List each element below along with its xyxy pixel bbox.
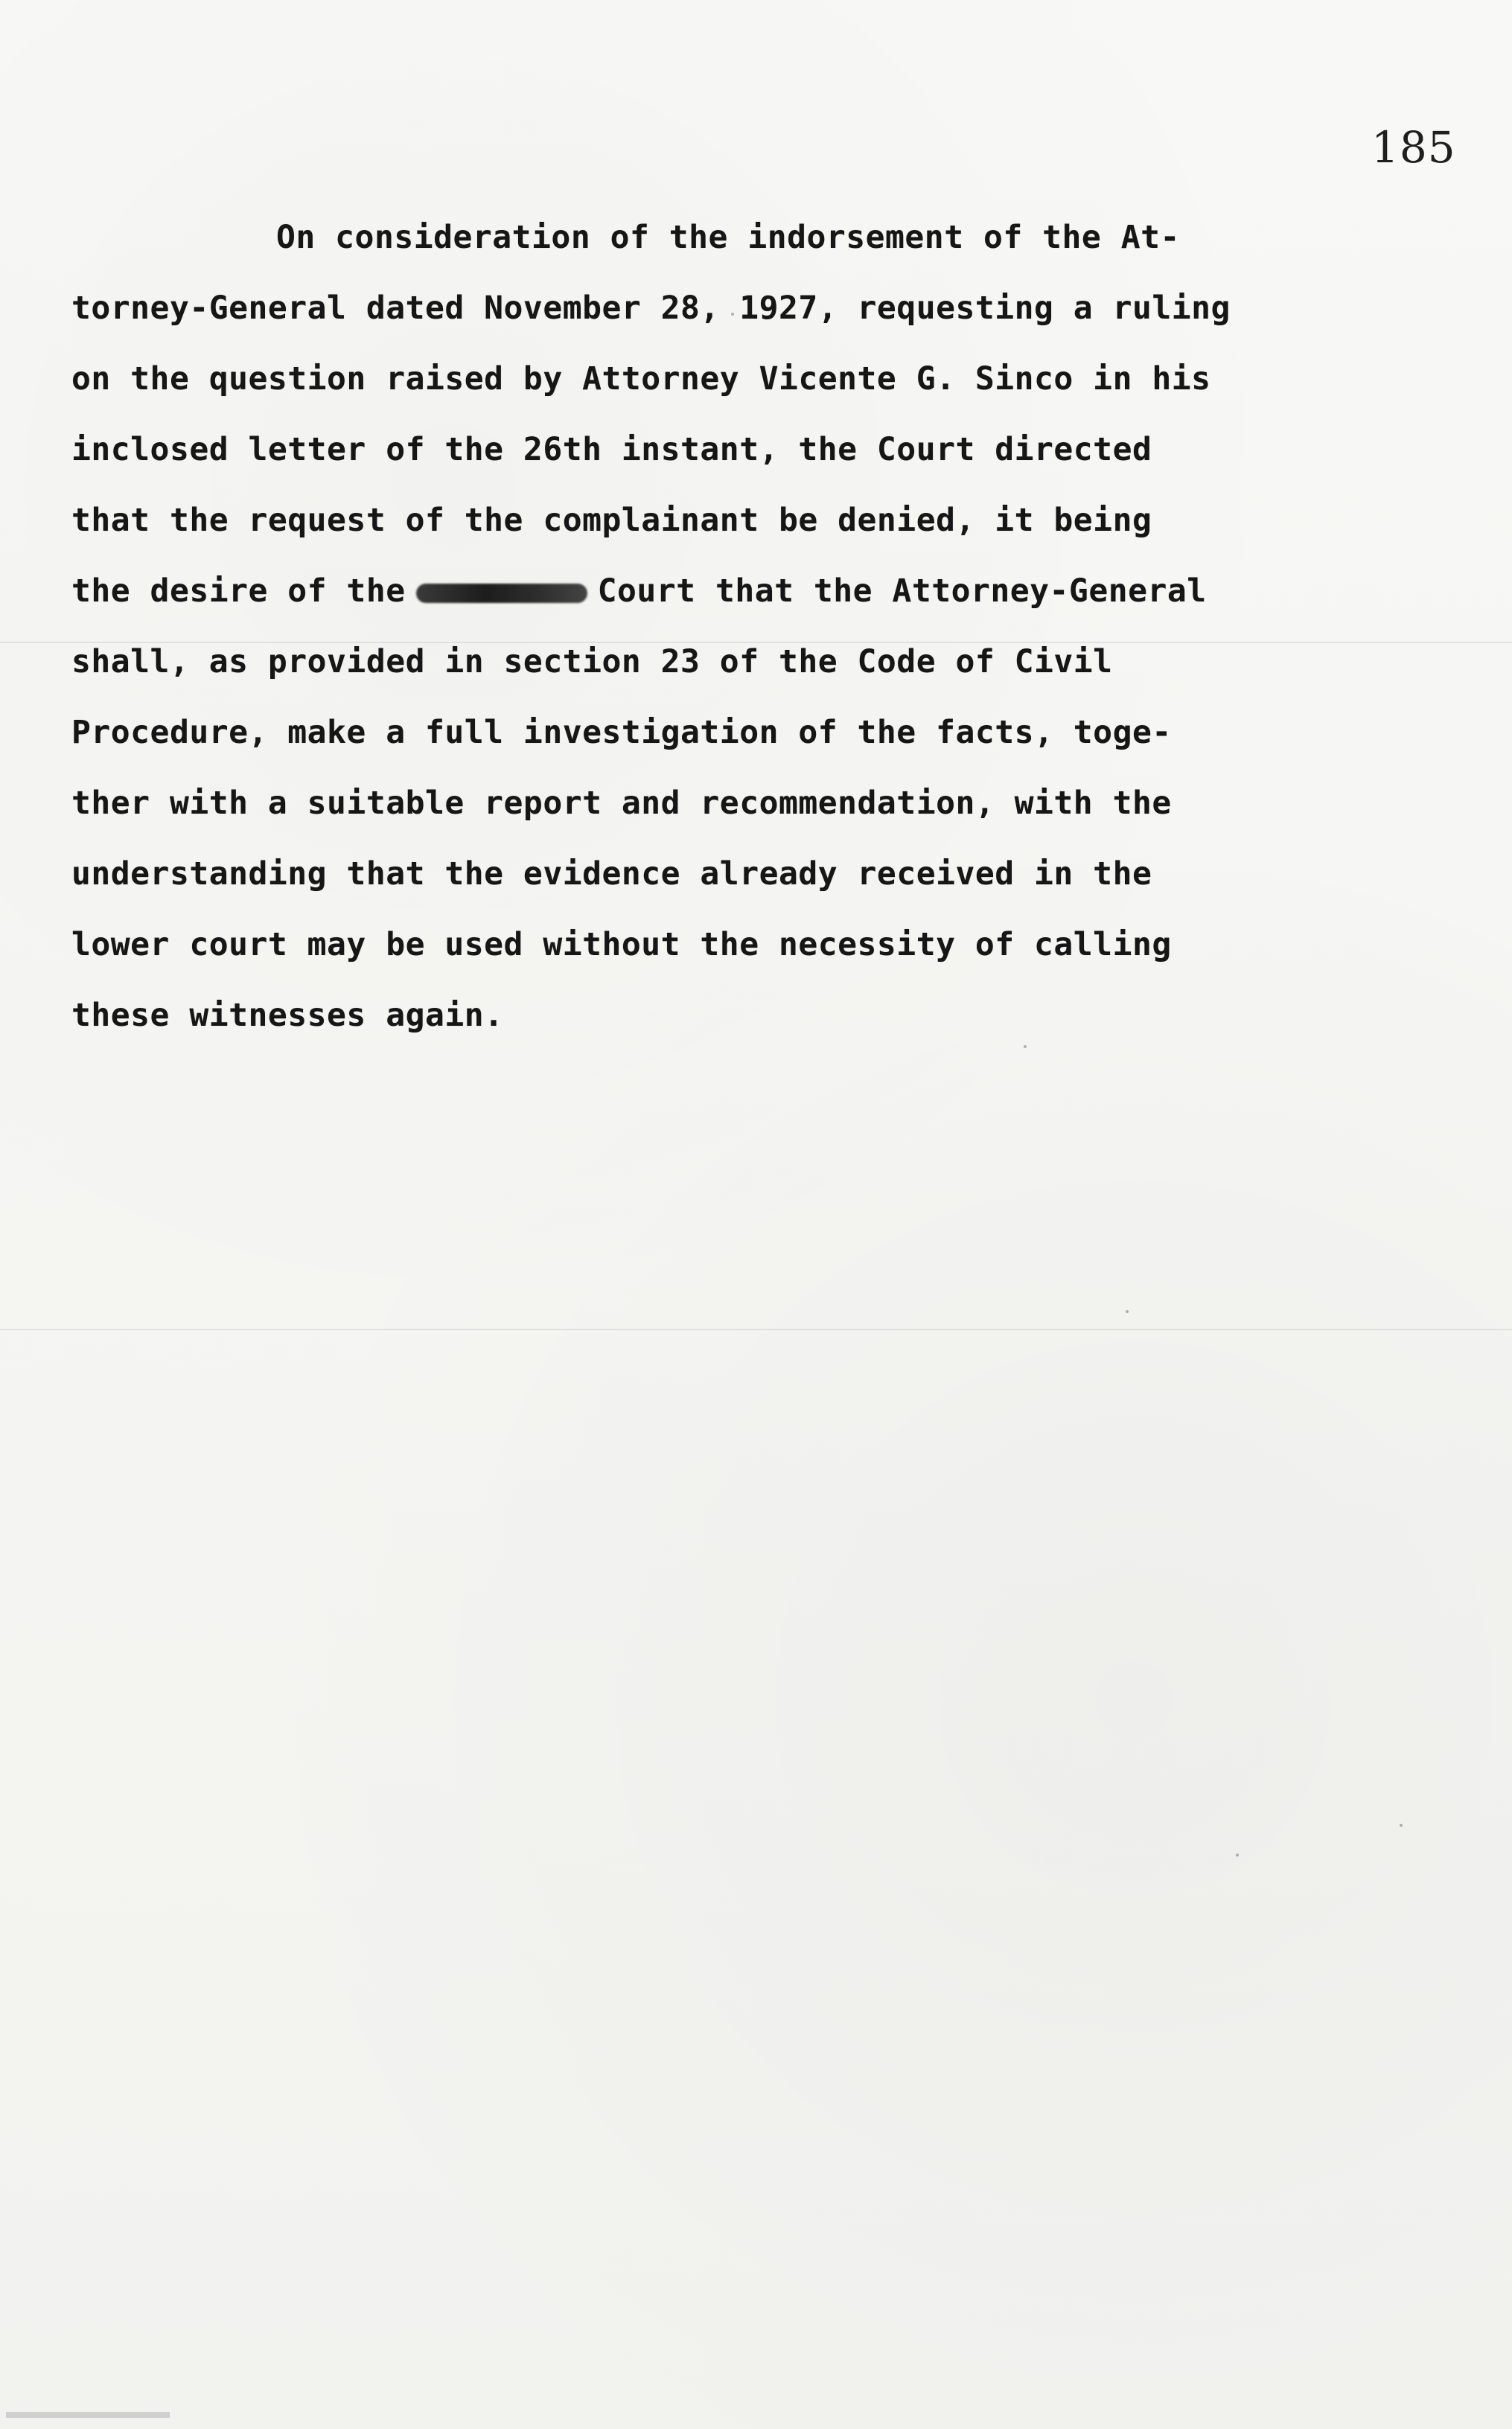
scan-speck: [1024, 1045, 1027, 1048]
document-line: shall, as provided in section 23 of the Code of Civil: [71, 643, 1113, 680]
scan-speck: [731, 313, 734, 316]
document-line: on the question raised by Attorney Vicente G. Sinco in his: [71, 360, 1211, 398]
document-line-segment: the desire of the: [71, 572, 406, 610]
scan-rule-line: [0, 1329, 1512, 1330]
document-line: On consideration of the indorsement of the At-: [276, 219, 1180, 256]
page-number: 185: [1371, 122, 1456, 173]
scan-speck: [1400, 1824, 1403, 1827]
scan-speck: [1236, 1854, 1239, 1857]
document-line: inclosed letter of the 26th instant, the Court directed: [71, 431, 1152, 468]
document-line-with-redaction: [71, 556, 1426, 627]
document-line: understanding that the evidence already received in the: [71, 855, 1152, 893]
document-line: Procedure, make a full investigation of the facts, toge-: [71, 714, 1172, 751]
document-line: torney-General dated November 28, 1927, requesting a ruling: [71, 290, 1231, 327]
document-body: [71, 202, 1426, 1051]
redaction-mark: [416, 584, 587, 603]
document-line: these witnesses again.: [71, 997, 504, 1034]
footer-scan-mark: [6, 2412, 170, 2418]
document-line-segment: Court that the Attorney-General: [597, 572, 1207, 610]
document-line: ther with a suitable report and recommendation, with the: [71, 785, 1172, 822]
document-line: lower court may be used without the necessity of calling: [71, 926, 1172, 963]
scan-speck: [1126, 1310, 1129, 1313]
document-line: that the request of the complainant be denied, it being: [71, 502, 1152, 539]
